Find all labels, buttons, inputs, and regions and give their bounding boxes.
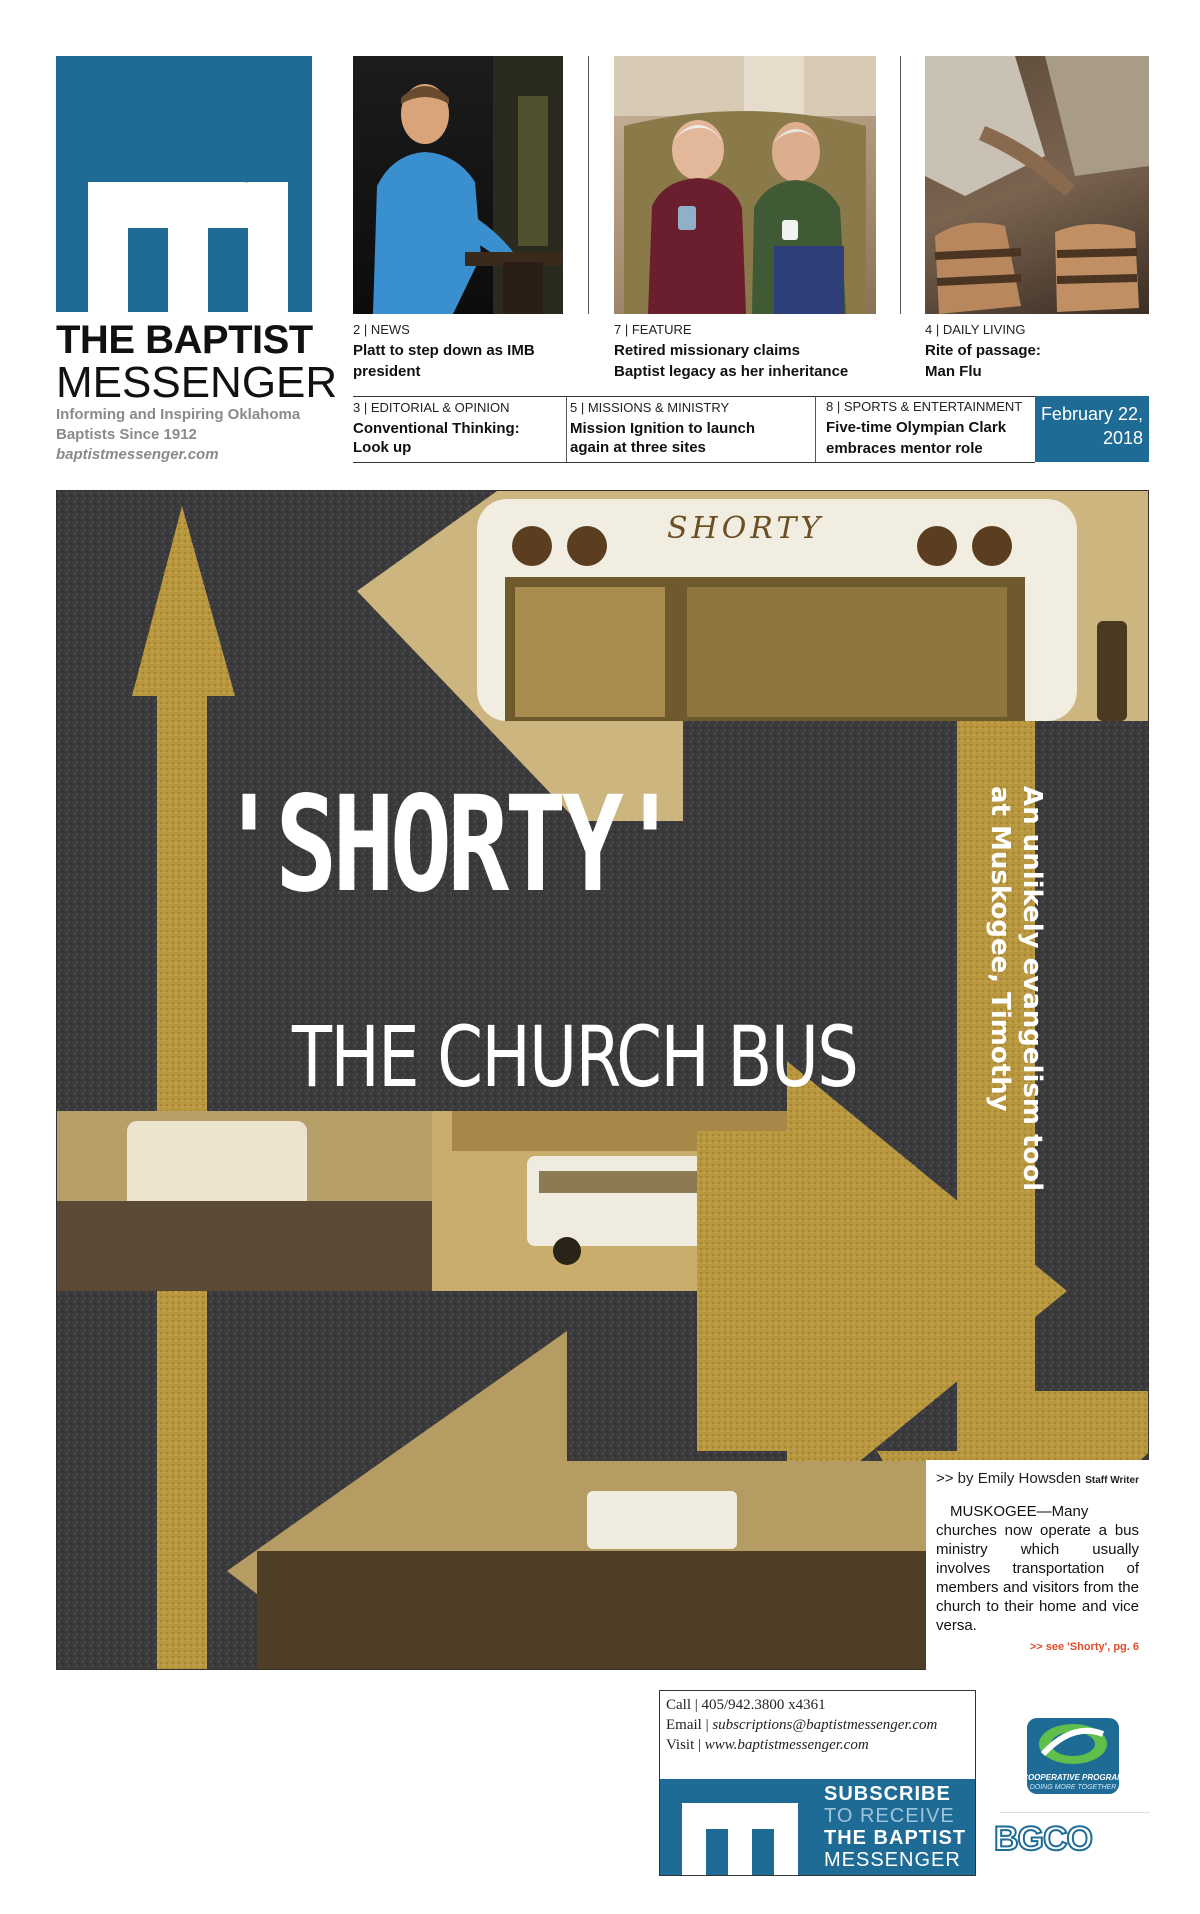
m-logo-icon [88,182,288,312]
teaser-section-feature: 7 | FEATURE [614,322,692,337]
issue-date-line: February 22, [1040,404,1143,424]
cp-name: COOPERATIVE PROGRAM [1022,1773,1124,1782]
couple-photo-icon [614,56,876,314]
speaker-photo-icon [353,56,563,314]
tagline: Informing and Inspiring Oklahoma [56,406,301,423]
headline-line: Baptist legacy as her inheritance [614,363,849,380]
headline-line: president [353,363,421,380]
subscribe-line: SUBSCRIBE [824,1783,951,1805]
teaser-headline-mission-ignition[interactable] [570,419,755,457]
feature-subtitle: THE CHURCH BUS [292,1008,858,1106]
continue-link[interactable]: >> see 'Shorty', pg. 6 [1029,1641,1139,1653]
teaser-section-sports: 8 | SPORTS & ENTERTAINMENT [826,399,1023,414]
headline-line: embraces mentor role [826,440,983,457]
teaser-headline-missionary[interactable] [614,340,848,382]
teaser-photo-platt[interactable] [353,56,563,314]
teaser-section-editorial: 3 | EDITORIAL & OPINION [353,400,510,415]
section-rule [353,396,1149,397]
brand-name-line1: THE BAPTIST [56,318,313,362]
column-divider [900,56,901,314]
byline [936,1470,1139,1488]
email-address[interactable]: subscriptions@baptistmessenger.com [712,1717,938,1733]
column-divider [815,396,816,462]
bus-label: SHORTY [667,511,825,546]
teaser-section-daily-living: 4 | DAILY LIVING [925,322,1026,337]
byline-author: >> by Emily Howsden [936,1470,1082,1487]
teaser-headline-man-flu[interactable] [925,340,1041,382]
subscribe-banner[interactable] [660,1779,975,1875]
byline-role: Staff Writer [1085,1475,1139,1486]
headline-line: Rite of passage: [925,342,1041,359]
subscribe-visit[interactable] [666,1737,869,1754]
teaser-photo-feet[interactable] [925,56,1149,314]
cp-slogan: DOING MORE TOGETHER [1029,1784,1117,1791]
brand-name-line2: MESSENGER [56,358,338,407]
partner-divider [1000,1812,1150,1813]
m-logo-icon [682,1803,798,1875]
sandals-photo-icon [925,56,1149,314]
visit-label: Visit | [666,1737,705,1753]
subscribe-line: THE BAPTIST [824,1827,967,1849]
teaser-section-news: 2 | NEWS [353,322,410,337]
subscribe-line: MESSENGER [824,1849,961,1871]
subscribe-ad[interactable] [659,1690,976,1876]
deck-line: An unlikely evangelism tool [1017,786,1047,1192]
teaser-headline-olympian[interactable] [826,417,1006,459]
headline-line: Man Flu [925,363,982,380]
masthead-logo[interactable] [56,56,312,312]
teaser-headline-conventional[interactable] [353,419,520,457]
visit-url[interactable]: www.baptistmessenger.com [704,1737,869,1753]
headline-line: again at three sites [570,439,706,456]
feature-deck [984,786,1048,1191]
subscribe-email[interactable] [666,1717,937,1734]
bgco-logo[interactable]: BGCO [994,1820,1092,1858]
issue-date [1035,396,1149,462]
site-url[interactable]: baptistmessenger.com [56,446,219,463]
teaser-headline-platt[interactable] [353,340,535,382]
headline-line: Platt to step down as IMB [353,342,535,359]
column-divider [566,396,567,462]
subscribe-line: TO RECEIVE [824,1805,955,1827]
headline-line: Retired missionary claims [614,342,800,359]
section-rule [353,462,1035,463]
subscribe-call: Call | 405/942.3800 x4361 [666,1697,826,1713]
story-lede: MUSKOGEE—Many churches now operate a bus ministry which usually involves transportation of members and visitors from the church to their home and vice versa. [936,1503,1139,1634]
story-box [926,1460,1149,1670]
headline-line: Mission Ignition to launch [570,420,755,437]
deck-line: at Muskogee, Timothy [985,786,1015,1112]
teaser-photo-missionaries[interactable] [614,56,876,314]
headline-line: Five-time Olympian Clark [826,419,1007,436]
headline-line: Conventional Thinking: [353,420,520,437]
issue-date-year: 2018 [1102,428,1143,448]
email-label: Email | [666,1717,713,1733]
headline-line: Look up [353,439,412,456]
teaser-section-missions: 5 | MISSIONS & MINISTRY [570,400,730,415]
column-divider [588,56,589,314]
tagline-since: Baptists Since 1912 [56,426,197,443]
feature-title: 'SHORTY' [218,768,677,922]
